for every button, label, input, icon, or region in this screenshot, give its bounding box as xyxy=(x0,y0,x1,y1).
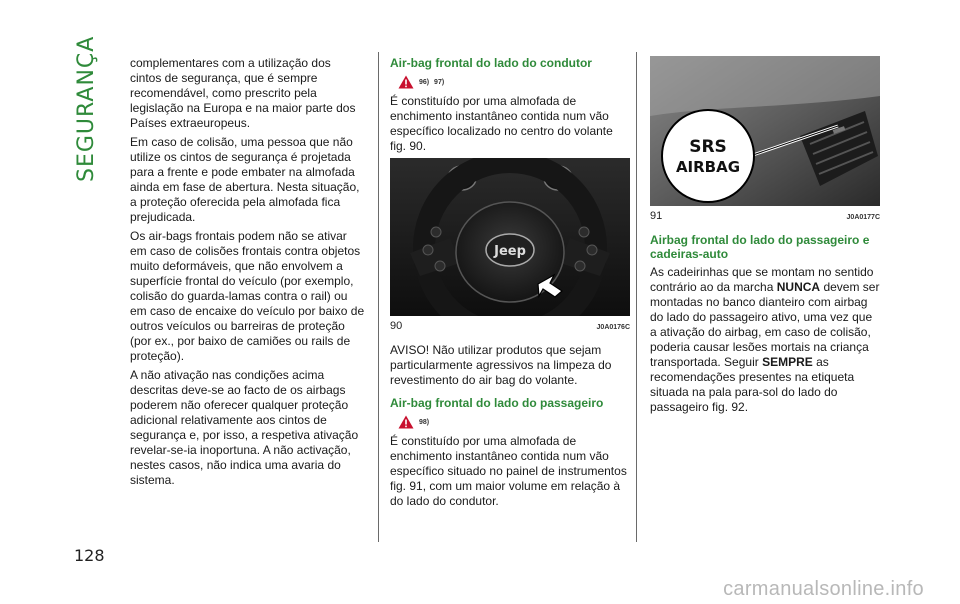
figure-code: J0A0177C xyxy=(846,214,880,221)
airbag-label: AIRBAG xyxy=(675,158,741,176)
column-2 xyxy=(390,56,630,513)
warning-reference xyxy=(398,74,630,90)
figure-caption xyxy=(390,319,630,335)
paragraph: Os air-bags frontais podem não se ativar em caso de colisões frontais contra objetos muito deformáveis, que não envolvem a superfície frontal do veículo (por exemplo, colisão do guarda-lamas contra o rail) ou em caso de encaixe do veículo por baixo de outros veículos ou barreiras de proteção (por ex., por baixo de camiões ou rails de proteção). xyxy=(130,229,365,363)
figure-91 xyxy=(650,56,880,225)
srs-label: SRS xyxy=(689,137,727,157)
paragraph-child-seat xyxy=(650,265,880,415)
section-heading-child-seat: Airbag frontal do lado do passageiro e cadeiras-auto xyxy=(650,233,870,261)
column-1 xyxy=(130,56,365,492)
text-run: devem ser montadas no banco dianteiro com airbag do lado do passageiro ativo, uma vez que a ativação do airbag, em caso de colisão, poderia causar lesões mortais na criança transportada. Seguir xyxy=(650,280,880,369)
figure-caption xyxy=(650,209,880,225)
text-run: As cadeirinhas que se montam no sentido contrário ao da marcha xyxy=(650,265,874,294)
section-heading-driver-airbag: Air-bag frontal do lado do condutor xyxy=(390,56,592,70)
emphasis-always: SEMPRE xyxy=(762,355,813,369)
paragraph: complementares com a utilização dos cintos de segurança, que é sempre recomendável, como prescrito pela legislação na Europa e na maior parte dos Países extraeuropeus. xyxy=(130,56,356,130)
steering-wheel-photo xyxy=(390,158,630,316)
paragraph: AVISO! Não utilizar produtos que sejam particularmente agressivos na limpeza do revestimento do air bag do volante. xyxy=(390,343,612,387)
column-divider-1 xyxy=(378,52,379,542)
paragraph: É constituído por uma almofada de enchimento instantâneo contida num vão específico situado no painel de instrumentos fig. 91, com um maior volume em relação à do lado do condutor. xyxy=(390,434,627,508)
jeep-logo: Jeep xyxy=(494,244,526,259)
emphasis-never: NUNCA xyxy=(776,280,821,294)
figure-90 xyxy=(390,158,630,335)
warning-reference xyxy=(398,414,630,430)
paragraph: A não ativação nas condições acima descritas deve-se ao facto de os airbags poderem não oferecer qualquer proteção adicional relativamente aos cintos de segurança e, por isso, a respetiva ativação revelar-se-ia inoportuna. A não activação, nestes casos, não indica uma avaria do sistema. xyxy=(130,368,359,487)
paragraph: É constituído por uma almofada de enchimento instantâneo contida num vão específico localizado no centro do volante fig. 90. xyxy=(390,94,613,153)
watermark: carmanualsonline.info xyxy=(723,578,924,600)
footnote-refs: 98) xyxy=(419,418,430,426)
dashboard-airbag-photo xyxy=(650,56,880,206)
section-title: SEGURANÇA xyxy=(74,35,99,182)
figure-number: 90 xyxy=(390,320,403,332)
footnote-refs: 96) 97) xyxy=(419,78,445,86)
warning-triangle-icon xyxy=(398,415,414,429)
warning-triangle-icon xyxy=(398,75,414,89)
page-number: 128 xyxy=(74,546,105,565)
section-heading-passenger-airbag: Air-bag frontal do lado do passageiro xyxy=(390,396,604,410)
paragraph: Em caso de colisão, uma pessoa que não utilize os cintos de segurança é projetada para a frente e pode embater na almofada ainda em fase de abertura. Nesta situação, a proteção oferecida pela almofada fica prejudicada. xyxy=(130,135,360,224)
text-run: as recomendações presentes na etiqueta situada na pala para-sol do lado do passageiro fig. 92. xyxy=(650,355,855,414)
column-divider-2 xyxy=(636,52,637,542)
figure-code: J0A0176C xyxy=(596,324,630,331)
column-3 xyxy=(650,56,880,419)
figure-number: 91 xyxy=(650,210,663,222)
